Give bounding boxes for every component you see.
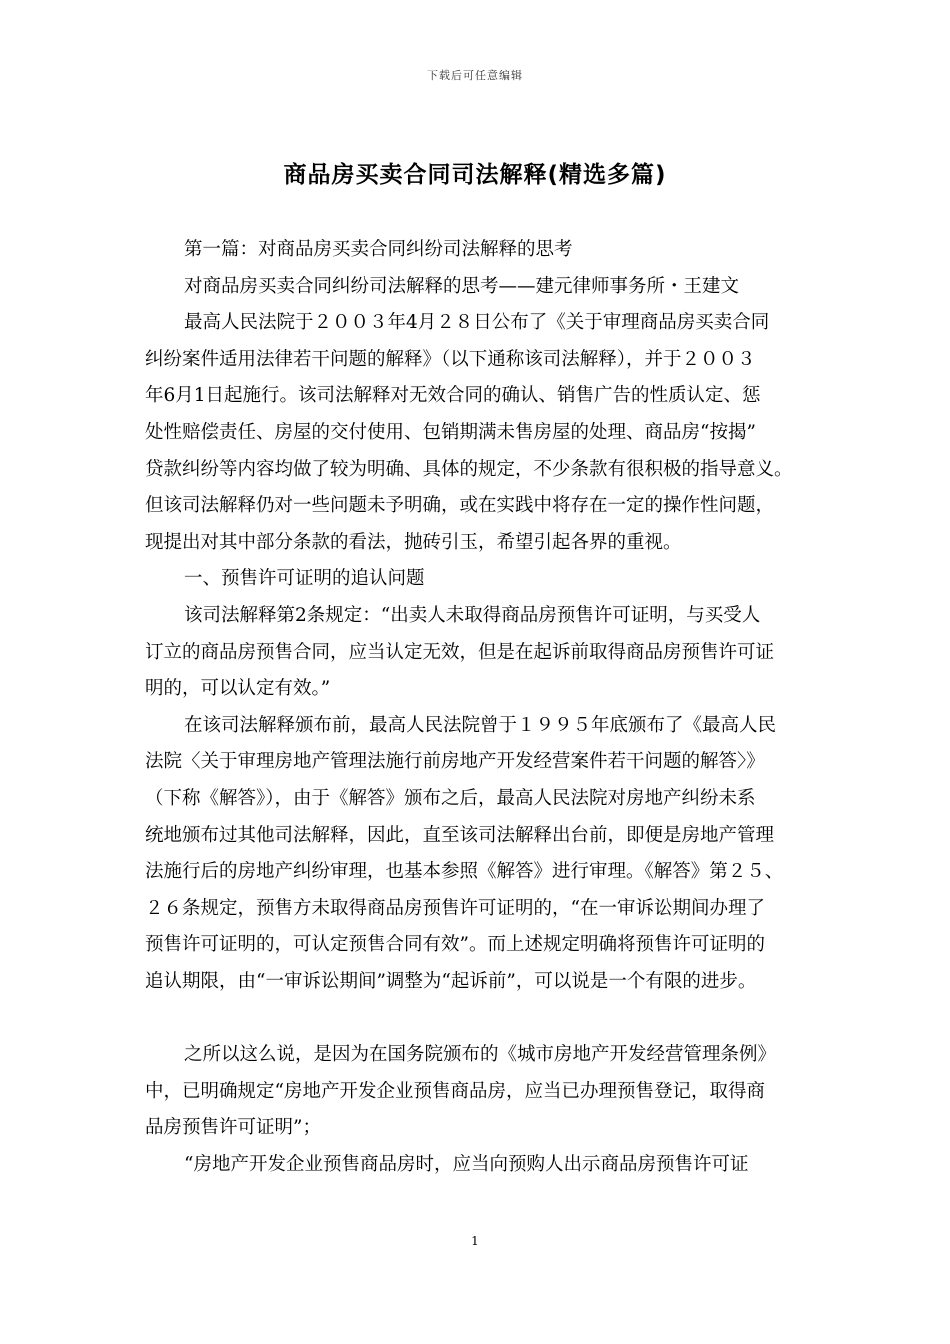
paragraph-line: 中，已明确规定“房地产开发企业预售商品房，应当已办理预售登记，取得商 [145, 1080, 765, 1102]
paragraph-line: “房地产开发企业预售商品房时，应当向预购人出示商品房预售许可证 [184, 1153, 749, 1175]
paragraph-line: 现提出对其中部分条款的看法，抛砖引玉，希望引起各界的重视。 [145, 531, 682, 553]
paragraph-line: 统地颁布过其他司法解释，因此，直至该司法解释出台前，即便是房地产管理 [145, 824, 775, 846]
paragraph-line: 该司法解释第2条规定：“出卖人未取得商品房预售许可证明，与买受人 [184, 604, 761, 626]
paragraph-line: 年6月1日起施行。该司法解释对无效合同的确认、销售广告的性质认定、惩 [145, 385, 761, 407]
subsection-heading: 一、预售许可证明的追认问题 [184, 568, 425, 590]
paragraph-line: 追认期限，由“一审诉讼期间”调整为“起诉前”，可以说是一个有限的进步。 [145, 970, 757, 992]
paragraph-line: 贷款纠纷等内容均做了较为明确、具体的规定，不少条款有很积极的指导意义。 [145, 458, 793, 480]
paragraph-line: 但该司法解释仍对一些问题未予明确，或在实践中将存在一定的操作性问题， [145, 495, 775, 517]
paragraph-line: 品房预售许可证明”； [145, 1117, 321, 1139]
article-byline: 对商品房买卖合同纠纷司法解释的思考——建元律师事务所・王建文 [184, 275, 740, 297]
paragraph-line: 法院〈关于审理房地产管理法施行前房地产开发经营案件若干问题的解答〉》 [145, 751, 765, 773]
document-title: 商品房买卖合同司法解释(精选多篇) [283, 162, 667, 188]
page-number: 1 [471, 1234, 479, 1248]
paragraph-line: 法施行后的房地产纠纷审理，也基本参照《解答》进行审理。《解答》第２５、 [145, 861, 784, 883]
paragraph-line: 纠纷案件适用法律若干问题的解释》（以下通称该司法解释），并于２００３ [145, 348, 756, 370]
paragraph-line: 明的，可以认定有效。” [145, 678, 331, 700]
paragraph-line: ２６条规定，预售方未取得商品房预售许可证明的，“在一审诉讼期间办理了 [145, 897, 765, 919]
paragraph-line: 之所以这么说，是因为在国务院颁布的《城市房地产开发经营管理条例》 [184, 1044, 777, 1066]
paragraph-spacer [145, 1000, 825, 1037]
paragraph-line: （下称《解答》），由于《解答》颁布之后，最高人民法院对房地产纠纷未系 [145, 787, 756, 809]
paragraph-line: 预售许可证明的，可认定预售合同有效”。而上述规定明确将预售许可证明的 [145, 934, 765, 956]
paragraph-line: 最高人民法院于２００３年4月２８日公布了《关于审理商品房买卖合同 [184, 312, 770, 334]
document-body [145, 232, 825, 1183]
paragraph-line: 处性赔偿责任、房屋的交付使用、包销期满未售房屋的处理、商品房“按揭” [145, 421, 756, 443]
page-header: 下载后可任意编辑 [427, 69, 523, 82]
paragraph-line: 在该司法解释颁布前，最高人民法院曾于１９９５年底颁布了《最高人民 [184, 714, 777, 736]
section-heading: 第一篇：对商品房买卖合同纠纷司法解释的思考 [184, 239, 573, 260]
paragraph-line: 订立的商品房预售合同，应当认定无效，但是在起诉前取得商品房预售许可证 [145, 641, 775, 663]
